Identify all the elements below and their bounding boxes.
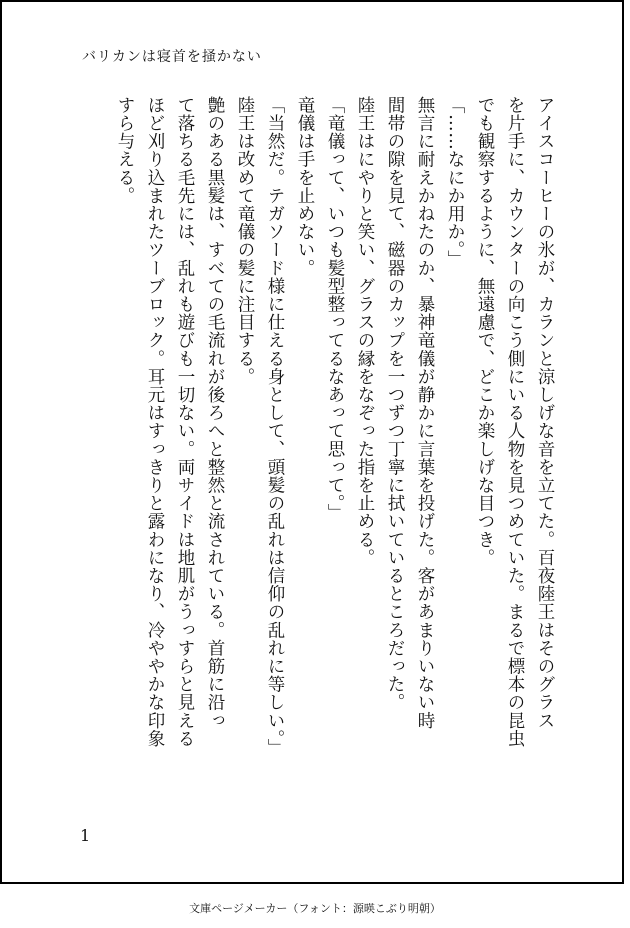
text-line: アイスコーヒーの氷が、カランと涼しげな音を立てた。百夜陸王はそのグラス	[535, 96, 555, 730]
text-line: を片手に、カウンターの向こう側にいる人物を見つめていた。まるで標本の昆虫	[505, 96, 525, 748]
text-line: 竜儀は手を止めない。	[295, 96, 315, 277]
footer-credit: 文庫ページメーカー（フォント：源暎こぶり明朝）	[189, 902, 441, 915]
text-line: 陸王は改めて竜儀の髪に注目する。	[235, 96, 255, 386]
text-line: て落ちる毛先には、乱れも遊びも一切ない。両サイドは地肌がうっすらと見える	[175, 96, 195, 748]
text-line: 「……なにか用か。」	[445, 96, 465, 269]
text-line: 無言に耐えかねたのか、暴神竜儀が静かに言葉を投げた。客があまりいない時	[415, 96, 435, 730]
book-title: バリカンは寝首を掻かない	[82, 49, 262, 65]
text-line: でも観察するように、無遠慮で、どこか楽しげな目つき。	[475, 96, 495, 567]
text-line: 「当然だ。テガソード様に仕える身として、頭髪の乱れは信仰の乱れに等しい。」	[265, 96, 285, 757]
text-line: すら与える。	[115, 96, 135, 205]
body-text	[74, 96, 560, 796]
text-line: 陸王はにやりと笑い、グラスの縁をなぞった指を止める。	[355, 96, 375, 567]
text-line: 艶のある黒髪は、すべての毛流れが後ろへと整然と流されている。首筋に沿っ	[205, 96, 225, 730]
page-number: 1	[80, 826, 91, 845]
text-line: 間帯の隙を見て、磁器のカップを一つずつ丁寧に拭いているところだった。	[385, 96, 405, 712]
text-line: 「竜儀って、いつも髪型整ってるなあって思って。」	[325, 96, 345, 522]
text-line: ほど刈り込まれたツーブロック。耳元はすっきりと露わになり、冷ややかな印象	[145, 96, 165, 748]
